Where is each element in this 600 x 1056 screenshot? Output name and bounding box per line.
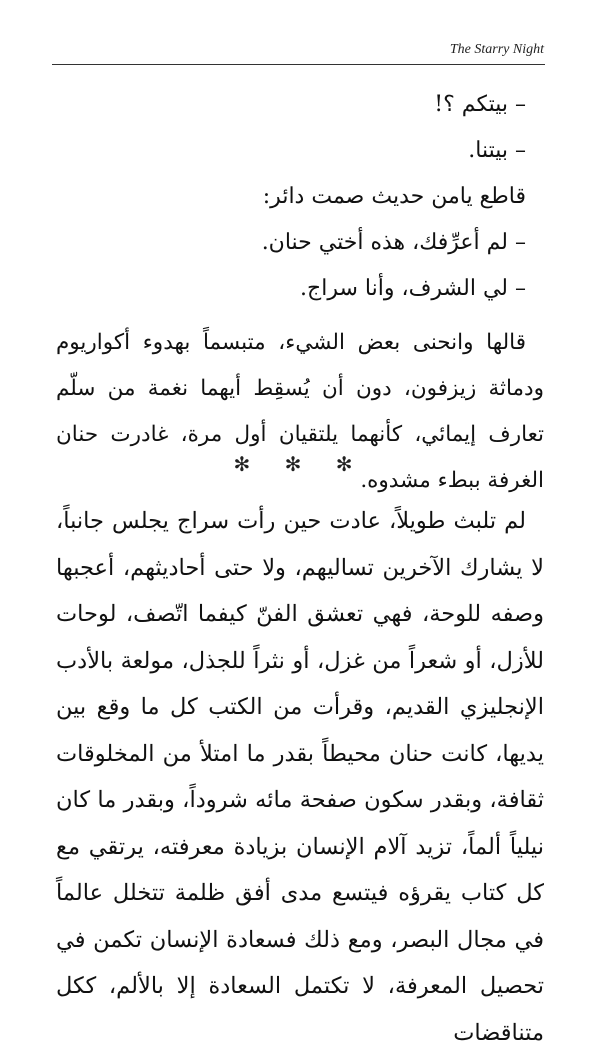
paragraph-two: لم تلبث طويلاً، عادت حين رأت سراج يجلس جانباً، لا يشارك الآخرين تساليهم، ولا حتى أحاديثهم، أعجبها وصفه للوحة، فهي تعشق الفنّ كيفما اتّصف، لوحات للأزل، أو شعراً من غزل، أو نثراً للجذل، مولعة بالأدب الإنجليزي القديم، وقرأت من الكتب كل ما وقع بين يديها، كانت حنان محيطاً بقدر ما امتلأ من المخلوقات ثقافة، وبقدر سكون صفحة مائه شروداً، وبقدر ما كان نيلياً ألماً، تزيد آلام الإنسان بزيادة معرفته، يرتقي مع كل كتاب يقرؤه فيتسع مدى أفق ظلمة تتخلل عالماً في مجال البصر، ومع ذلك فسعادة الإنسان تكمن في تحصيل المعرفة، لا تكتمل السعادة إلا بالألم، ككل متناقضات: [56, 508, 544, 1046]
dialogue-line: – لم أعرِّفك، هذه أختي حنان.: [261, 230, 526, 255]
dialogue-line: – لي الشرف، وأنا سراج.: [300, 276, 526, 301]
dialogue-line: – بيتكم ؟!: [434, 92, 526, 117]
running-head-title: The Starry Night: [449, 42, 544, 57]
dialogue-line: قاطع يامن حديث صمت دائر:: [262, 184, 526, 209]
paragraph-one: قالها وانحنى بعض الشيء، متبسماً بهدوء أكواريوم ودماثة زيزفون، دون أن يُسقِط أيهما نغمة من سلّم تعارف إيمائي، كأنهما يلتقيان أول مرة، غادرت حنان الغرفة ببطء مشدوه.: [56, 330, 544, 493]
header-divider: [52, 64, 545, 65]
dialogue-block: [56, 82, 544, 312]
section-separator: ✻ ✻ ✻: [233, 452, 367, 476]
dialogue-line: – بيتنا.: [468, 138, 526, 163]
